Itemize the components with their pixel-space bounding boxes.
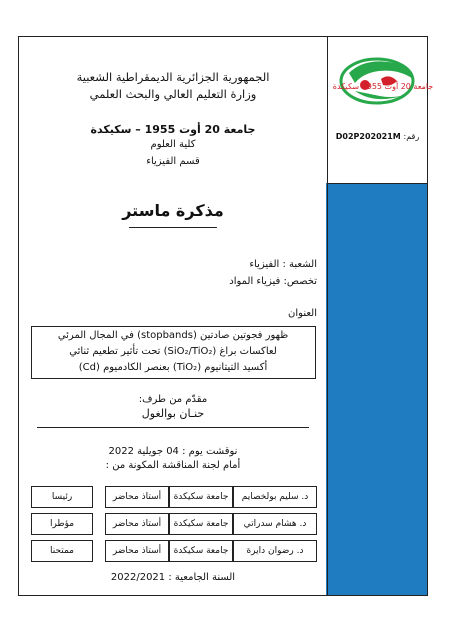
- blue-sidebar: [326, 183, 427, 595]
- defense-date: نوقشت يوم : 04 جويلية 2022: [108, 446, 238, 457]
- member-name: د. سليم بولخصايم: [233, 486, 317, 508]
- member-rank: أستاذ محاضر: [105, 540, 169, 562]
- reference-label: رقم:: [403, 132, 420, 141]
- ministry-name: وزارة التعليم العالي والبحث العلمي: [89, 87, 257, 101]
- subject-label: العنوان: [288, 308, 317, 319]
- author-name: حنـان بوالغول: [141, 407, 205, 420]
- subject-line-3: أكسيد التيتانيوم (TiO₂) بعنصر الكادميوم (Cd): [78, 362, 268, 373]
- department-name: قسم الفيزياء: [146, 156, 200, 167]
- university-logo: [332, 53, 434, 109]
- member-institution: جامعة سكيكدة: [169, 486, 233, 508]
- member-role: مؤطرا: [31, 513, 93, 535]
- presented-by-label: مقدّم من طرف:: [138, 394, 208, 405]
- logo-divider: [327, 183, 427, 184]
- university-name: جامعة 20 أوت 1955 – سكيكدة: [90, 123, 256, 136]
- page-frame: [18, 36, 434, 596]
- thesis-title: مذكرة ماستر: [122, 201, 224, 220]
- member-role: رئيسا: [31, 486, 93, 508]
- member-institution: جامعة سكيكدة: [169, 513, 233, 535]
- member-role: ممتحنا: [31, 540, 93, 562]
- title-underline: [129, 227, 217, 228]
- reference-value: D02P202021M: [335, 132, 401, 141]
- republic-name: الجمهورية الجزائرية الديمقراطية الشعبية: [76, 70, 270, 84]
- faculty-name: كلية العلوم: [150, 139, 196, 150]
- subject-line-1: ظهور فجوتين صادتين (stopbands) في المجال المرئي: [57, 330, 289, 341]
- subject-line-2: لعاكسات براغ (SiO₂/TiO₂) تحت تأثير تطعيم ثنائي: [69, 346, 277, 357]
- specialty: تخصص: فيزياء المواد: [229, 276, 317, 287]
- reference-number: [329, 132, 426, 148]
- member-rank: أستاذ محاضر: [105, 486, 169, 508]
- logo-text: جامعة 20 أوت 1955 سكيكدة: [332, 82, 434, 91]
- member-name: د. هشام سدراتي: [233, 513, 317, 535]
- member-institution: جامعة سكيكدة: [169, 540, 233, 562]
- committee-intro: أمام لجنة المناقشة المكونة من :: [105, 460, 241, 471]
- branch: الشعبة : الفيزياء: [249, 259, 317, 270]
- vertical-divider: [327, 37, 328, 595]
- member-name: د. رضوان دايرة: [233, 540, 317, 562]
- member-rank: أستاذ محاضر: [105, 513, 169, 535]
- academic-year: السنة الجامعية : 2022/2021: [110, 572, 236, 583]
- author-underline: [37, 427, 309, 428]
